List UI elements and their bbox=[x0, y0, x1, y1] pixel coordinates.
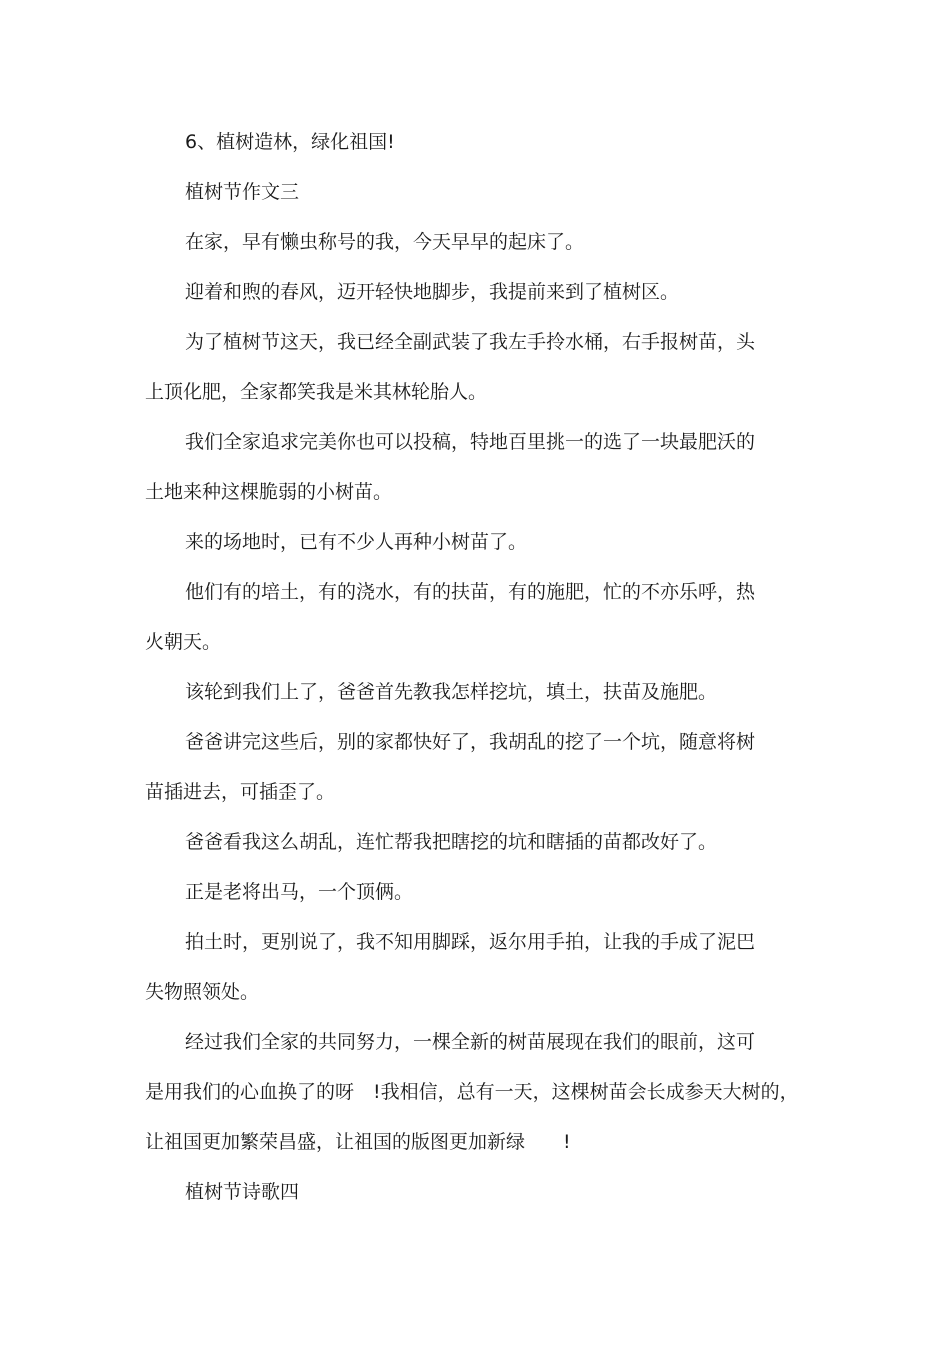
paragraph-line: 火朝天。 bbox=[145, 631, 222, 653]
list-item-heading: 6、植树造林，绿化祖国! bbox=[185, 131, 395, 153]
paragraph-line: 上顶化肥，全家都笑我是米其林轮胎人。 bbox=[145, 381, 488, 403]
paragraph-line: 经过我们全家的共同努力，一棵全新的树苗展现在我们的眼前，这可 bbox=[185, 1031, 756, 1053]
section-title: 植树节作文三 bbox=[185, 181, 300, 203]
paragraph-line: 是用我们的心血换了的呀 !我相信，总有一天，这棵树苗会长成参天大树的， bbox=[145, 1081, 799, 1103]
paragraph-line: 来的场地时，已有不少人再种小树苗了。 bbox=[185, 531, 528, 553]
paragraph-line: 我们全家追求完美你也可以投稿，特地百里挑一的选了一块最肥沃的 bbox=[185, 431, 756, 453]
paragraph-line: 正是老将出马，一个顶俩。 bbox=[185, 881, 414, 903]
paragraph-line: 爸爸看我这么胡乱，连忙帮我把瞎挖的坑和瞎插的苗都改好了。 bbox=[185, 831, 718, 853]
paragraph-line: 爸爸讲完这些后，别的家都快好了，我胡乱的挖了一个坑，随意将树 bbox=[185, 731, 756, 753]
paragraph-line: 迎着和煦的春风，迈开轻快地脚步，我提前来到了植树区。 bbox=[185, 281, 680, 303]
section-title: 植树节诗歌四 bbox=[185, 1181, 300, 1203]
paragraph-line: 土地来种这棵脆弱的小树苗。 bbox=[145, 481, 393, 503]
paragraph-line: 拍土时，更别说了，我不知用脚踩，返尔用手拍，让我的手成了泥巴 bbox=[185, 931, 756, 953]
paragraph-line: 为了植树节这天，我已经全副武装了我左手拎水桶，右手报树苗，头 bbox=[185, 331, 756, 353]
paragraph-line: 该轮到我们上了，爸爸首先教我怎样挖坑，填土，扶苗及施肥。 bbox=[185, 681, 718, 703]
paragraph-line: 在家，早有懒虫称号的我，今天早早的起床了。 bbox=[185, 231, 585, 253]
paragraph-line: 苗插进去，可插歪了。 bbox=[145, 781, 336, 803]
paragraph-line: 让祖国更加繁荣昌盛，让祖国的版图更加新绿 ! bbox=[145, 1131, 571, 1153]
paragraph-line: 失物照领处。 bbox=[145, 981, 260, 1003]
paragraph-line: 他们有的培土，有的浇水，有的扶苗，有的施肥，忙的不亦乐呼，热 bbox=[185, 581, 756, 603]
